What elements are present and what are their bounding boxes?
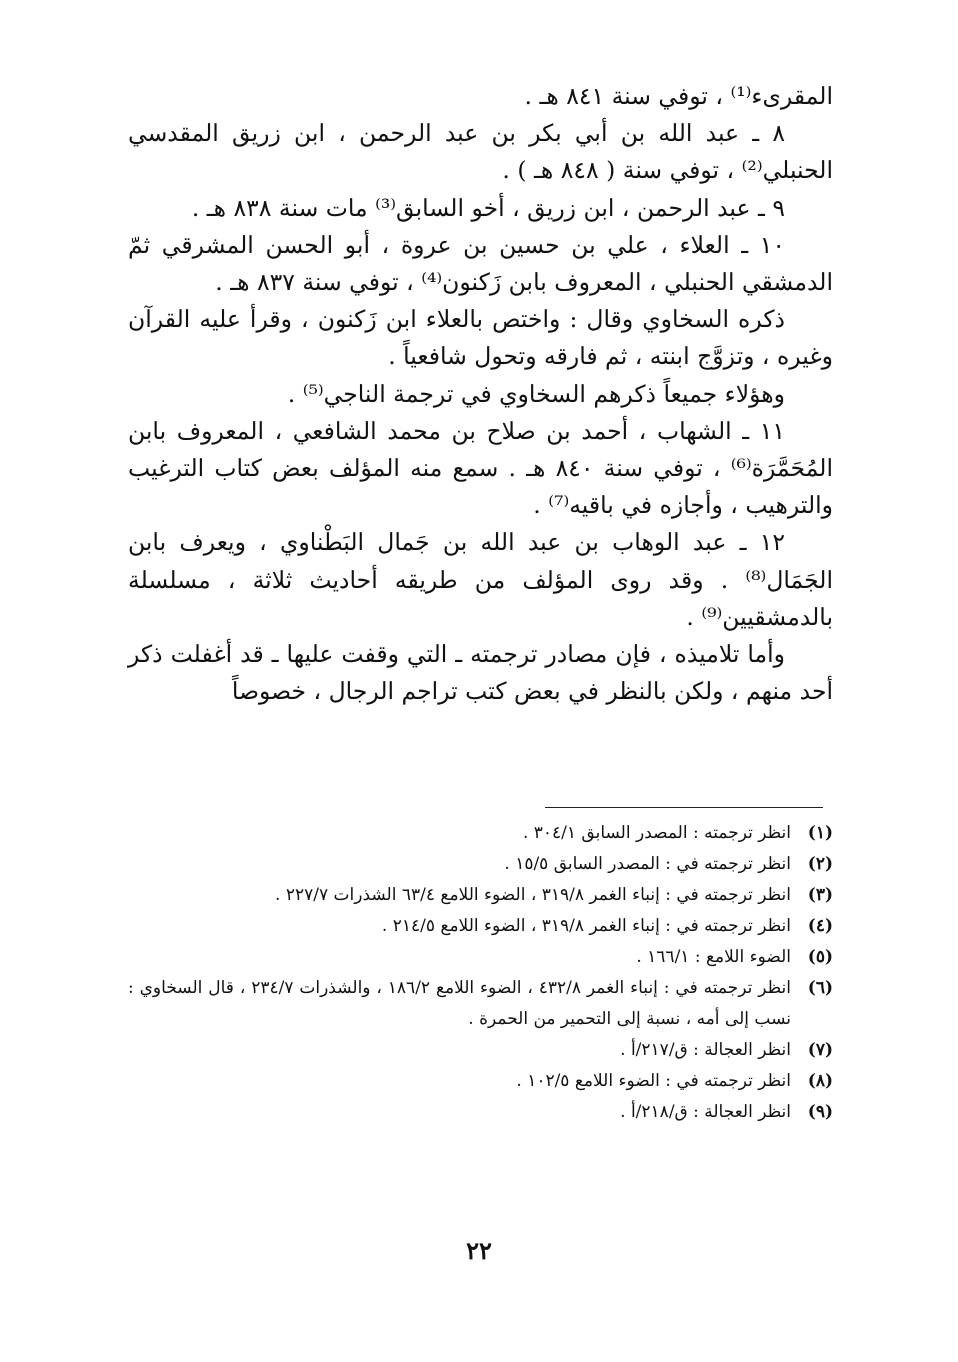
footnote-text: الضوء اللامع : ١٦٦/١ . — [636, 947, 791, 967]
paragraph: ذكره السخاوي وقال : واختص بالعلاء ابن زَكنون ، وقرأ عليه القرآن وغيره ، وتزوَّج ابنته ، ثم فارقه وتحول شافعياً . — [128, 305, 833, 371]
footnote-number: (٨) — [807, 1071, 833, 1091]
paragraph: المقرىء⁽¹⁾ ، توفي سنة ٨٤١ هـ . — [524, 82, 833, 110]
footnote-text: انظر ترجمته في : إنباء الغمر ٣١٩/٨ ، الضوء اللامع ٦٣/٤ الشذرات ٢٢٧/٧ . — [275, 885, 791, 905]
footnote-number: (٧) — [807, 1040, 833, 1060]
paragraph: ٩ ـ عبد الرحمن ، ابن زريق ، أخو السابق⁽³⁾ مات سنة ٨٣٨ هـ . — [191, 193, 785, 222]
paragraph: ١٠ ـ العلاء ، علي بن حسين بن عروة ، أبو الحسن المشرقي ثمّ الدمشقي الحنبلي ، المعروف بابن زَكنون⁽⁴⁾ ، توفي سنة ٨٣٧ هـ . — [128, 230, 833, 297]
footnote — [128, 1066, 833, 1097]
footnote — [128, 1097, 833, 1128]
footnote — [128, 942, 833, 973]
footnote-number: (٩) — [807, 1102, 833, 1122]
footnote — [128, 911, 833, 942]
footnote — [128, 880, 833, 911]
footnote — [128, 1035, 833, 1066]
footnote-number: (٣) — [807, 885, 833, 905]
footnote-text: انظر ترجمته : المصدر السابق ٣٠٤/١ . — [522, 823, 791, 843]
footnote — [128, 849, 833, 880]
footnote-text: انظر ترجمته في : المصدر السابق ١٥/٥ . — [504, 854, 791, 874]
footnote-number: (٤) — [807, 916, 833, 936]
footnote-divider — [545, 807, 823, 808]
paragraph: وهؤلاء جميعاً ذكرهم السخاوي في ترجمة الناجي⁽⁵⁾ . — [287, 379, 785, 408]
paragraph: ١١ ـ الشهاب ، أحمد بن صلاح بن محمد الشافعي ، المعروف بابن المُحَمَّرَة⁽⁶⁾ ، توفي سنة ٨٤٠ هـ . سمع منه المؤلف بعض كتاب الترغيب والترهيب ، وأجازه في باقيه⁽⁷⁾ . — [128, 416, 833, 520]
footnote-text: انظر العجالة : ق/٢١٧/أ . — [620, 1040, 791, 1060]
main-text — [128, 78, 833, 710]
page-number: ٢٢ — [466, 1236, 492, 1265]
paragraph: ١٢ ـ عبد الوهاب بن عبد الله بن جَمال البَطْناوي ، ويعرف بابن الجَمَال⁽⁸⁾ . وقد روى المؤلف من طريقه أحاديث ثلاثة ، مسلسلة بالدمشقيين⁽⁹⁾ . — [128, 528, 833, 631]
footnote-text: انظر العجالة : ق/٢١٨/أ . — [620, 1102, 791, 1122]
footnote-text: انظر ترجمته في : الضوء اللامع ١٠٢/٥ . — [516, 1071, 791, 1091]
footnote-number: (١) — [807, 823, 833, 843]
footnote-number: (٦) — [807, 978, 833, 998]
paragraph: ٨ ـ عبد الله بن أبي بكر بن عبد الرحمن ، ابن زريق المقدسي الحنبلي⁽²⁾ ، توفي سنة ( ٨٤٨ هـ ) . — [128, 119, 833, 185]
paragraph: وأما تلاميذه ، فإن مصادر ترجمته ـ التي وقفت عليها ـ قد أغفلت ذكر أحد منهم ، ولكن بالنظر في بعض كتب تراجم الرجال ، خصوصاً — [128, 640, 833, 706]
footnote — [128, 818, 833, 849]
footnote-text: انظر ترجمته في : إنباء الغمر ٣١٩/٨ ، الضوء اللامع ٢١٤/٥ . — [381, 916, 791, 936]
footnote-number: (٢) — [807, 854, 833, 874]
footnote — [128, 973, 833, 1035]
footnotes — [128, 818, 833, 1128]
footnote-text: انظر ترجمته في : إنباء الغمر ٤٣٢/٨ ، الضوء اللامع ١٨٦/٢ ، والشذرات ٢٣٤/٧ ، قال السخاوي : نسب إلى أمه ، نسبة إلى التحمير من الحمرة . — [128, 978, 791, 1029]
footnote-number: (٥) — [807, 947, 833, 967]
